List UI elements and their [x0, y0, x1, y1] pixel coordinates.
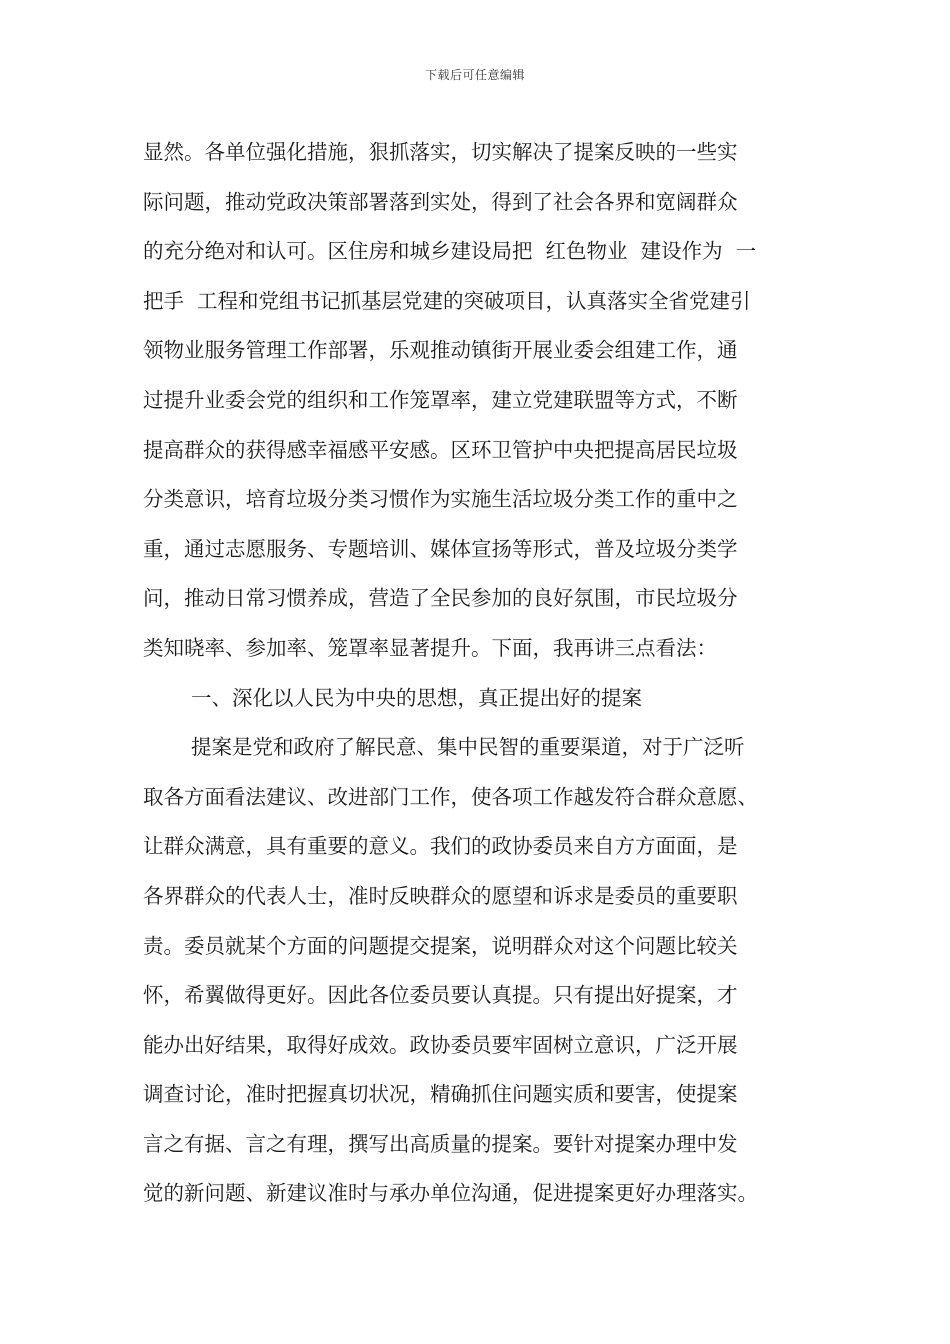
- document-body: [143, 128, 843, 1219]
- text-line: 重，通过志愿服务、专题培训、媒体宣扬等形式，普及垃圾分类学: [143, 536, 738, 561]
- text-line: 提案是党和政府了解民意、集中民智的重要渠道，对于广泛听: [191, 735, 745, 760]
- text-line: 类知晓率、参加率、笼罩率显著提升。下面，我再讲三点看法：: [143, 635, 717, 660]
- text-line: 问，推动日常习惯养成，营造了全民参加的良好氛围，市民垃圾分: [143, 586, 738, 611]
- text-line: 各界群众的代表人士，准时反映群众的愿望和诉求是委员的重要职: [143, 883, 738, 908]
- text-line: 怀，希翼做得更好。因此各位委员要认真提。只有提出好提案，才: [143, 983, 738, 1008]
- text-line: 把手 工程和党组书记抓基层党建的突破项目，认真落实全省党建引: [143, 288, 751, 313]
- text-line: 过提升业委会党的组织和工作笼罩率，建立党建联盟等方式，不断: [143, 387, 738, 412]
- text-line: 言之有据、言之有理，撰写出高质量的提案。要针对提案办理中发: [143, 1131, 738, 1156]
- text-line: 取各方面看法建议、改进部门工作，使各项工作越发符合群众意愿、: [143, 784, 758, 809]
- text-line: 的充分绝对和认可。区住房和城乡建设局把 红色物业 建设作为 一: [143, 239, 757, 264]
- text-line: 际问题，推动党政决策部署落到实处，得到了社会各界和宽阔群众: [143, 189, 738, 214]
- text-line: 让群众满意，具有重要的意义。我们的政协委员来自方方面面，是: [143, 834, 738, 859]
- text-line: 能办出好结果，取得好成效。政协委员要牢固树立意识，广泛开展: [143, 1032, 738, 1057]
- text-line: 分类意识，培育垃圾分类习惯作为实施生活垃圾分类工作的重中之: [143, 487, 738, 512]
- text-line: 领物业服务管理工作部署，乐观推动镇街开展业委会组建工作，通: [143, 338, 738, 363]
- text-line: 显然。各单位强化措施，狠抓落实，切实解决了提案反映的一些实: [143, 140, 738, 164]
- text-line: 觉的新问题、新建议准时与承办单位沟通，促进提案更好办理落实。: [143, 1181, 758, 1206]
- text-line: 责。委员就某个方面的问题提交提案，说明群众对这个问题比较关: [143, 933, 738, 958]
- section-heading: 一、深化以人民为中央的思想，真正提出好的提案: [191, 685, 642, 710]
- text-line: 调查讨论，准时把握真切状况，精确抓住问题实质和要害，使提案: [143, 1082, 738, 1107]
- page-header: 下载后可任意编辑: [424, 68, 525, 82]
- text-line: 提高群众的获得感幸福感平安感。区环卫管护中央把提高居民垃圾: [143, 437, 738, 462]
